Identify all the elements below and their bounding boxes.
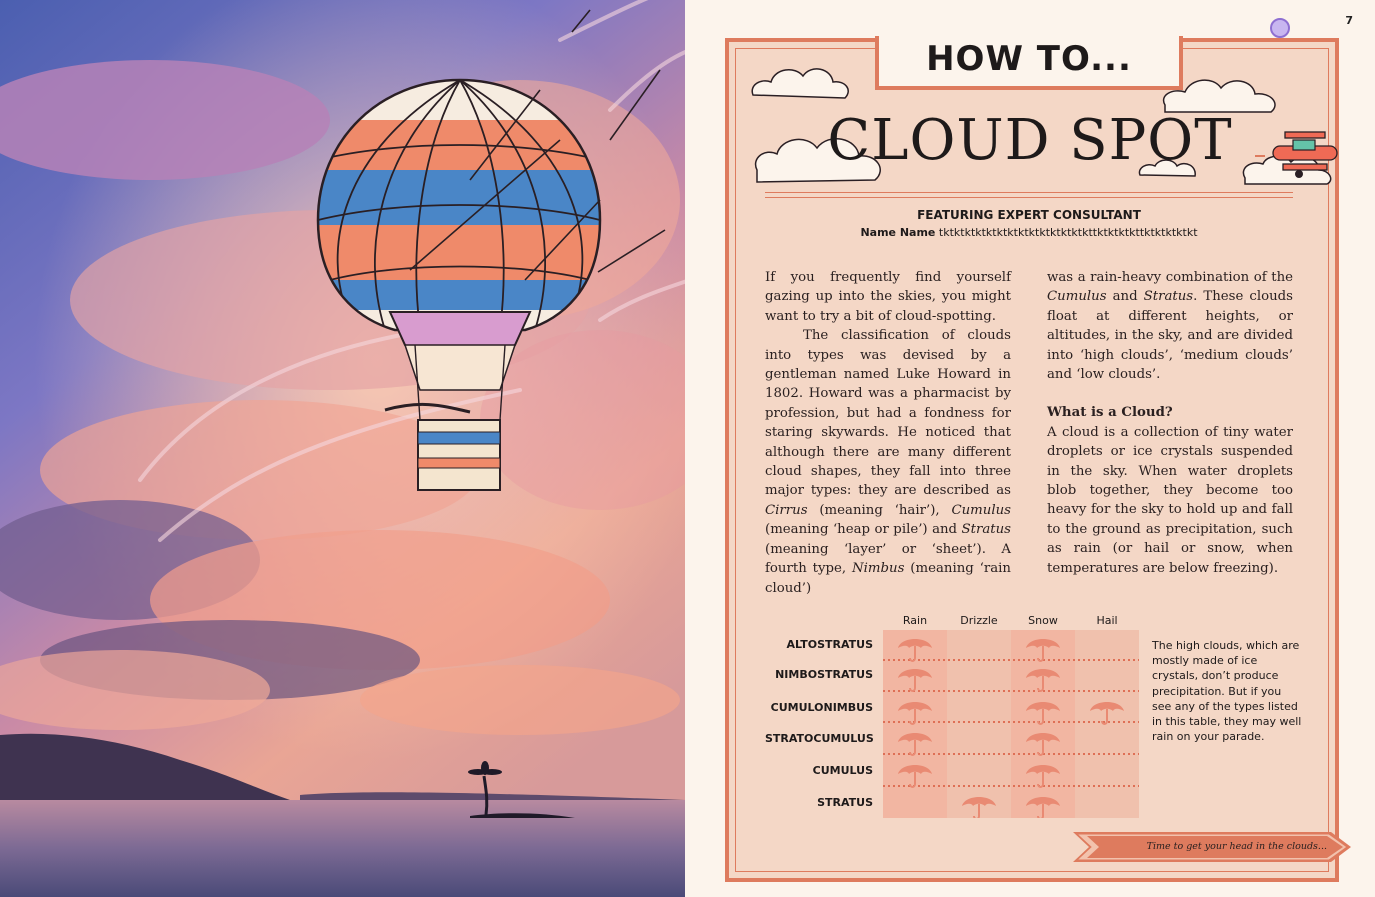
consultant-bio: tktktktktktktktktktktktktktkttktktktkttktktktktkt [938, 226, 1198, 239]
intro-paragraph: If you frequently find yourself gazing up into the skies, you might want to try a bit of cloud-spotting. [765, 270, 1011, 324]
umbrella-icon [1090, 702, 1124, 724]
umbrella-icon [1026, 669, 1060, 691]
table-column-header: Snow [1028, 614, 1058, 627]
how-to-heading: HOW TO... [926, 39, 1132, 79]
consultant-byline [765, 226, 1293, 239]
body-column-2 [1047, 268, 1293, 578]
umbrella-icon [898, 669, 932, 691]
table-column-header: Drizzle [960, 614, 998, 627]
table-row-label: STRATUS [817, 796, 873, 809]
consultant-name: Name Name [860, 226, 936, 239]
umbrella-icon [898, 702, 932, 724]
table-row-label: CUMULUS [812, 764, 873, 777]
umbrella-icon [1026, 797, 1060, 818]
bookmark-icon[interactable] [1270, 18, 1290, 38]
table-row-label: NIMBOSTRATUS [775, 668, 873, 681]
cover-photo [0, 0, 685, 897]
umbrella-icon [1026, 639, 1060, 661]
section-heading: What is a Cloud? [1047, 405, 1173, 421]
umbrella-icon [1026, 702, 1060, 724]
umbrella-icon [898, 765, 932, 787]
table-row-label: STRATOCUMULUS [765, 732, 874, 745]
umbrella-icon [898, 639, 932, 661]
umbrella-icon [962, 797, 996, 818]
article-title: CLOUD SPOT [827, 108, 1233, 173]
table-note: The high clouds, which are mostly made of ice crystals, don’t produce precipitation. But if you see any of the types listed in this table, they may well rain on your parade. [1152, 639, 1302, 744]
cloud-definition-paragraph: A cloud is a collection of tiny water droplets or ice crystals suspended in the sky. When water droplets blob together, they become too heavy for the sky to hold up and fall to the ground as precipitation, such as rain (or hail or snow, when temperatures are below freezing). [1047, 424, 1293, 576]
table-column-header: Hail [1096, 614, 1118, 627]
featuring-heading: FEATURING EXPERT CONSULTANT [917, 208, 1141, 222]
page-number: 7 [1345, 14, 1353, 27]
cloud-icon [752, 69, 848, 98]
umbrella-icon [1026, 765, 1060, 787]
title-rule [765, 197, 1293, 198]
umbrella-marks [883, 630, 1139, 818]
table-row-label: ALTOSTRATUS [786, 638, 873, 651]
table-row-label: CUMULONIMBUS [770, 701, 873, 714]
sunset-sky-illustration [0, 0, 685, 897]
classification-paragraph: The classification of clouds into types was devised by a gentleman named Luke Howard in 1802. Howard was a pharmacist by profession, but had a fondness for staring skywards. He noticed that although there are many different cloud shapes, they fall into three major types: they are described as Cirrus (meaning ‘hair’), Cumulus (meaning ‘heap or pile’) and Stratus (meaning ‘layer’ or ‘sheet’). A fourth type, Nimbus (meaning ‘rain cloud’) [765, 328, 1011, 596]
umbrella-icon [1026, 733, 1060, 755]
nimbus-paragraph: was a rain-heavy combination of the Cumulus and Stratus. These clouds float at different heights, or altitudes, in the sky, and are divided into ‘high clouds’, ‘medium clouds’ and ‘low clouds’. [1047, 270, 1293, 383]
table-column-header: Rain [902, 614, 928, 627]
umbrella-icon [898, 733, 932, 755]
article-page [685, 0, 1375, 897]
ribbon-caption: Time to get your head in the clouds... [1146, 841, 1327, 852]
body-column-1 [765, 268, 1011, 598]
title-rule [765, 192, 1293, 193]
